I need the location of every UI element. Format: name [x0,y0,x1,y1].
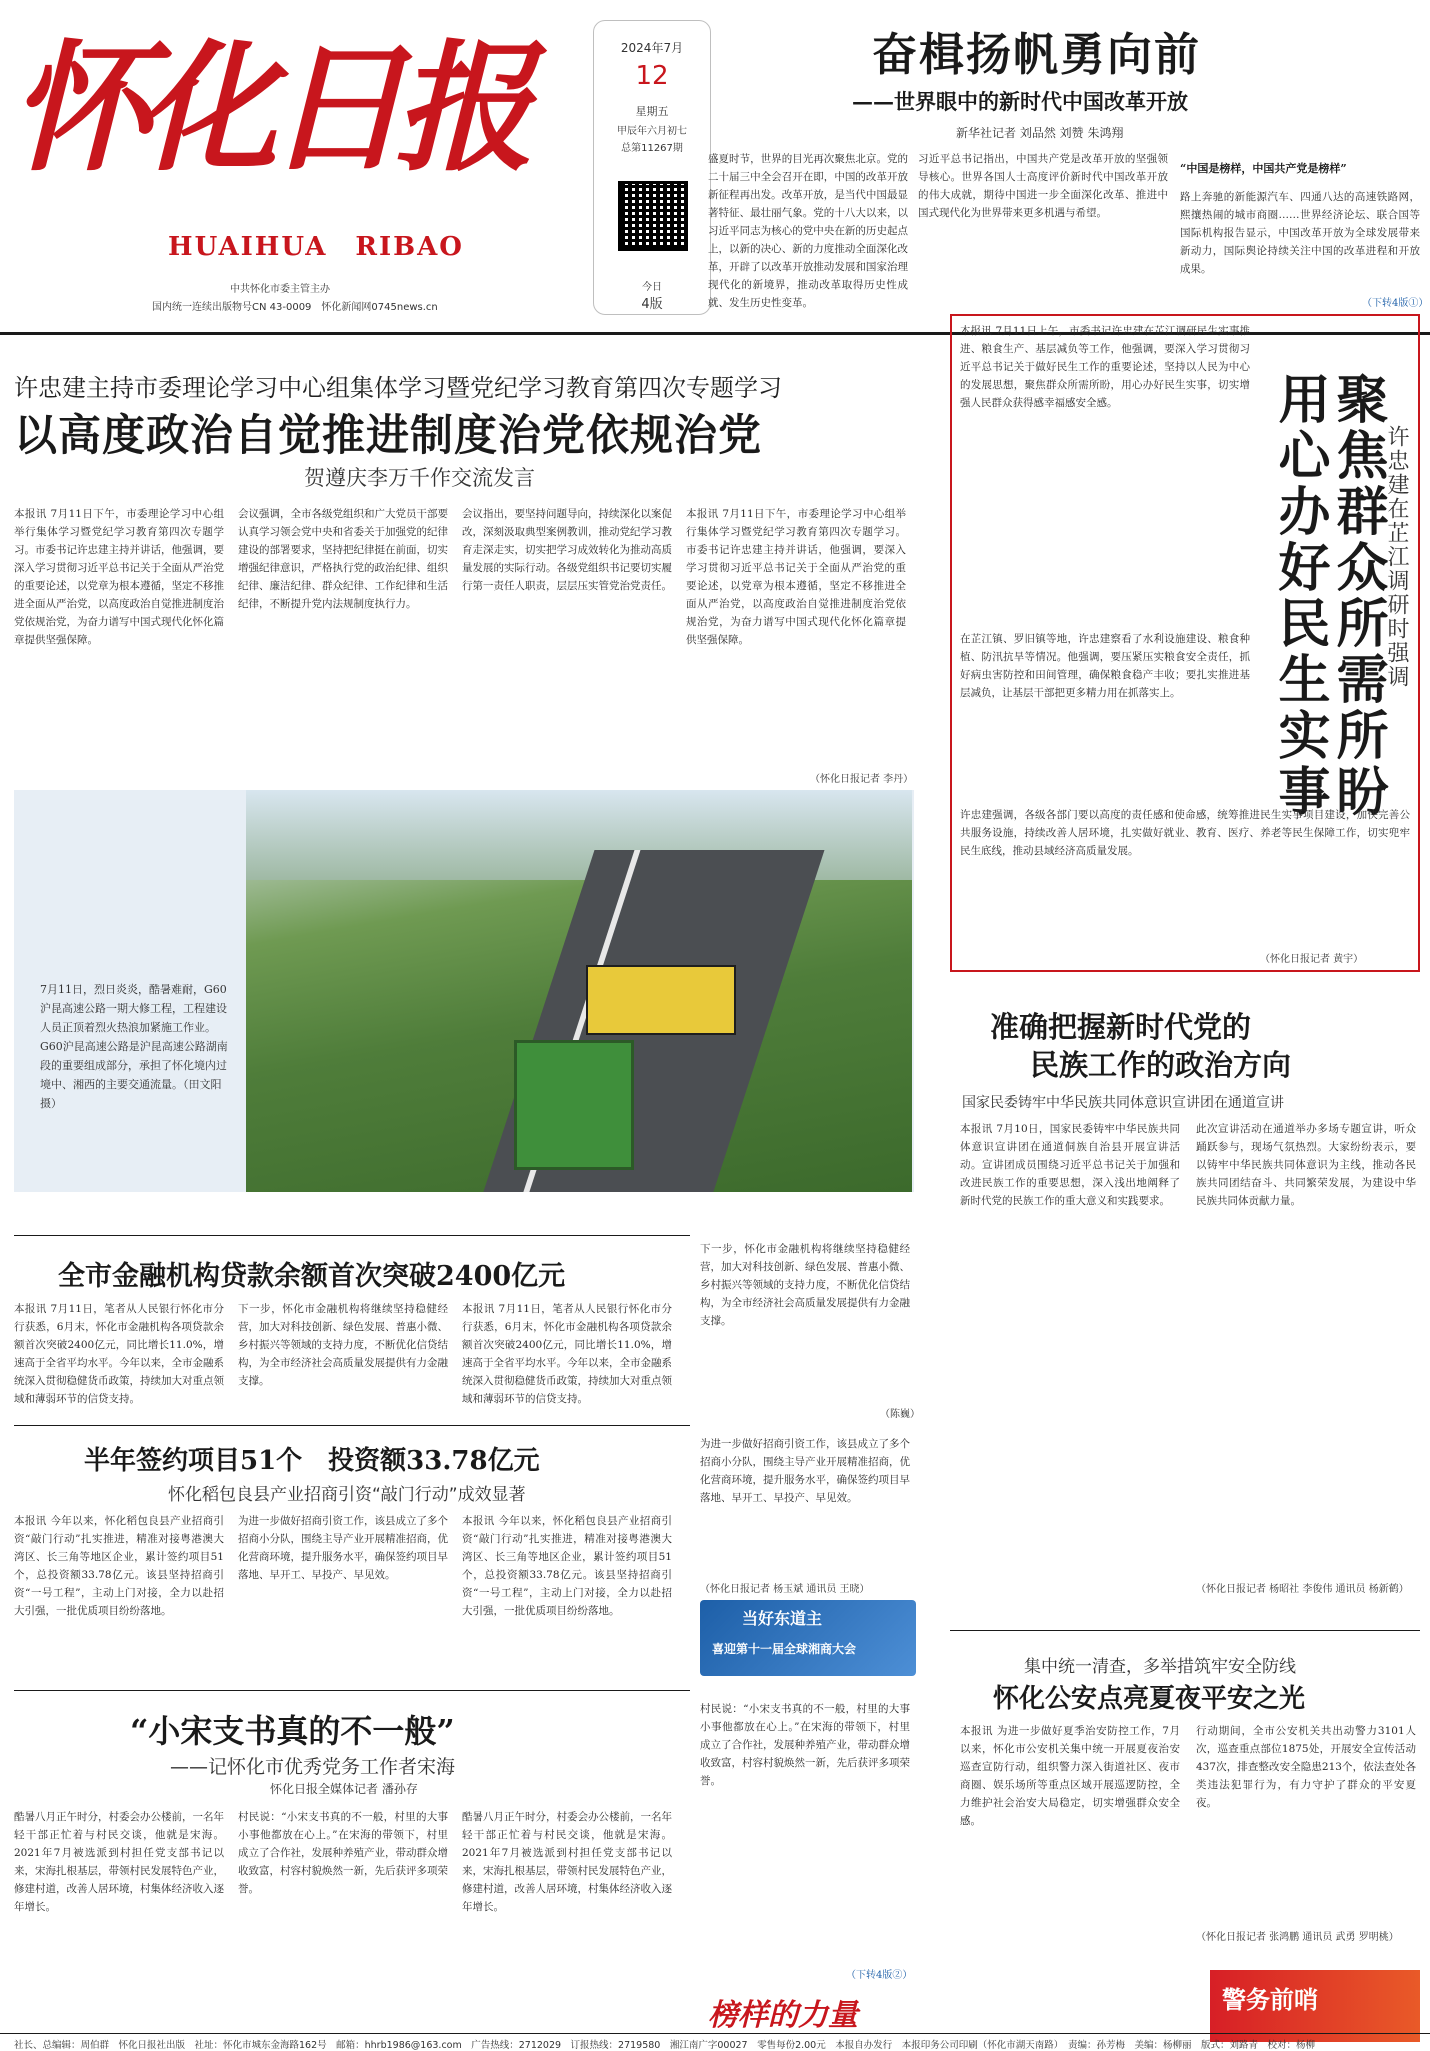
date-lunar: 甲辰年六月初七 [617,126,687,137]
article-body: 本报讯 7月10日，国家民委铸牢中华民族共同体意识宣讲团在通道侗族自治县开展宣讲活动。宣讲团成员围绕习近平总书记关于加强和改进民族工作的重要思想，深入浅出地阐释了新时代党的民族工作的重大意义和实践要求。 [960,1123,1180,1207]
article-body: 本报讯 7月11日下午，市委理论学习中心组举行集体学习暨党纪学习教育第四次专题学习。市委书记许忠建主持并讲话，他强调，要深入学习贯彻习近平总书记关于全面从严治党的重要论述，以党章为根本遵循，坚定不移推进全面从严治党，以高度政治自觉推进制度治党依规治党，为奋力谱写中国式现代化怀化篇章提供坚强保障。 [14,508,224,646]
profile-byline: 怀化日报全媒体记者 潘孙存 [270,1782,418,1796]
jump-link[interactable]: （下转4版①） [1362,298,1429,309]
profile-subhead: ——记怀化市优秀党务工作者宋海 [170,1756,456,1778]
article-body: 本报讯 7月11日上午，市委书记许忠建在芷江调研民生实事推进、粮食生产、基层减负等工作，他强调，要深入学习贯彻习近平总书记关于做好民生工作的重要论述，坚持以人民为中心的发展思想，聚焦群众所需所盼，用心办好民生实事，切实增强人民群众获得感幸福感安全感。 [960,325,1250,409]
finance-credit: （陈巍） [880,1409,920,1420]
article-body: 下一步，怀化市金融机构将继续坚持稳健经营，加大对科技创新、绿色发展、普惠小微、乡村振兴等领域的支持力度，不断优化信贷结构，为全市经济社会高质量发展提供有力金融支撑。 [700,1243,910,1327]
imprint-footer: 社长、总编辑：周伯群 怀化日报社出版 社址：怀化市城东金海路162号 邮箱：hhrb1986@163.com 广告热线：2712029 订报热线：2719580 湘江南广字00027 零售每份2.00元 本报自办发行 本报印务公司印刷（怀化市湖天南路） 责编：孙芳梅 美编：杨柳丽 版式：刘路青 校对：杨柳 [14,2040,1315,2051]
ethnic-credit: （怀化日报记者 杨昭社 李俊伟 通讯员 杨新鹤） [1196,1584,1409,1595]
article-body: 此次宣讲活动在通道举办多场专题宣讲，听众踊跃参与，现场气氛热烈。大家纷纷表示，要以铸牢中华民族共同体意识为主线，推动各民族共同团结奋斗、共同繁荣发展，为建设中华民族共同体贡献力量。 [1196,1123,1416,1207]
lead-credit: （怀化日报记者 李丹） [810,774,914,785]
article-body: 本报讯 今年以来，怀化稻包良县产业招商引资“敲门行动”扎实推进，精准对接粤港澳大湾区、长三角等地区企业，累计签约项目51个，总投资额33.78亿元。该县坚持招商引资“一号工程”，主动上门对接，全力以赴招大引强，一批优质项目纷纷落地。 [462,1515,672,1617]
expo-badge[interactable] [700,1600,916,1676]
article-body: 村民说：“小宋支书真的不一般，村里的大事小事他都放在心上。”在宋海的带领下，村里成立了合作社，发展种养殖产业，带动群众增收致富，村容村貌焕然一新，先后获评多项荣誉。 [700,1703,910,1787]
featured-headline-line2[interactable]: 用心办好民生实事 [1269,372,1330,820]
qr-code-icon[interactable] [618,181,688,251]
lead-subhead: 贺遵庆李万千作交流发言 [304,466,535,490]
masthead-title: 怀化日报 [10,27,523,191]
top-story-byline: 新华社记者 刘品然 刘赞 朱鸿翔 [956,126,1124,140]
masthead-pinyin: HUAIHUA RIBAO [168,232,464,262]
role-model-badge[interactable] [708,1990,908,2038]
article-body: 行动期间，全市公安机关共出动警力3101人次，巡查重点部位1875处，开展安全宣传活动437次，排查整改安全隐患213个，依法查处各类违法犯罪行为，有力守护了群众的平安夏夜。 [1196,1725,1416,1809]
article-body: 酷暑八月正午时分，村委会办公楼前，一名年轻干部正忙着与村民交谈，他就是宋海。2021年7月被选派到村担任党支部书记以来，宋海扎根基层，带领村民发展特色产业，修建村道，改善人居环境，村集体经济收入逐年增长。 [462,1811,672,1913]
footer-rule [0,2033,1430,2034]
featured-credit: （怀化日报记者 黄宇） [1260,954,1364,965]
highway-photo[interactable] [246,790,912,1192]
today-label: 今日 [642,282,662,293]
article-body: 本报讯 7月11日，笔者从人民银行怀化市分行获悉，6月末，怀化市金融机构各项贷款余额首次突破2400亿元，同比增长11.0%，增速高于全省平均水平。今年以来，全市金融系统深入贯彻稳健货币政策，持续加大对重点领域和薄弱环节的信贷支持。 [14,1303,224,1405]
ethnic-headline-line1[interactable]: 准确把握新时代党的 [990,1010,1252,1044]
article-body: 许忠建强调，各级各部门要以高度的责任感和使命感，统筹推进民生实事项目建设，加快完善公共服务设施，持续改善人居环境，扎实做好就业、教育、医疗、养老等民生保障工作，切实兜牢民生底线，推动县域经济高质量发展。 [960,809,1410,857]
article-body: 本报讯 今年以来，怀化稻包良县产业招商引资“敲门行动”扎实推进，精准对接粤港澳大湾区、长三角等地区企业，累计签约项目51个，总投资额33.78亿元。该县坚持招商引资“一号工程”，主动上门对接，全力以赴招大引强，一批优质项目纷纷落地。 [14,1515,224,1617]
expo-badge-line1: 当好东道主 [742,1609,823,1628]
section-divider [950,1630,1420,1631]
top-story-quote: “中国是榜样，中国共产党是榜样” [1180,162,1347,175]
top-story-subhead: ——世界眼中的新时代中国改革开放 [852,89,1188,114]
ethnic-headline-line2[interactable]: 民族工作的政治方向 [1030,1048,1292,1082]
article-body: 会议强调，全市各级党组织和广大党员干部要认真学习领会党中央和省委关于加强党的纪律建设的部署要求，坚持把纪律挺在前面，切实增强纪律意识，严格执行党的政治纪律、组织纪律、廉洁纪律、群众纪律、工作纪律和生活纪律，不断提升党内法规制度执行力。 [238,508,448,610]
issue-number: 总第11267期 [621,143,683,154]
finance-headline[interactable]: 全市金融机构贷款余额首次突破2400亿元 [58,1261,566,1292]
paver-machine [586,965,736,1035]
dump-truck [514,1040,634,1170]
article-body: 习近平总书记指出，中国共产党是改革开放的坚强领导核心。世界各国人士高度评价新时代中国改革开放的伟大成就，期待中国进一步全面深化改革、推进中国式现代化为世界带来更多机遇与希望。 [918,153,1168,219]
article-body: 会议指出，要坚持问题导向，持续深化以案促改，深刻汲取典型案例教训，推动党纪学习教育走深走实，切实把学习成效转化为推动高质量发展的实际行动。各级党组织书记要切实履行第一责任人职责，层层压实管党治党责任。 [462,508,672,592]
police-news-badge[interactable] [1210,1970,1420,2042]
police-credit: （怀化日报记者 张鸿鹏 通讯员 武勇 罗明桃） [1196,1932,1399,1943]
investment-credit: （怀化日报记者 杨玉斌 通讯员 王晓） [700,1584,870,1595]
role-model-title: 榜样的力量 [708,1998,858,2033]
investment-subhead: 怀化稻包良县产业招商引资“敲门行动”成效显著 [168,1485,526,1505]
section-divider [14,1690,690,1691]
profile-headline[interactable]: “小宋支书真的不一般” [130,1712,455,1750]
photo-caption: 7月11日，烈日炎炎，酷暑难耐，G60沪昆高速公路一期大修工程，工程建设人员正顶着烈火热浪加紧施工作业。G60沪昆高速公路是沪昆高速公路湖南段的重要组成部分，承担了怀化境内过境中、湘西的主要交通流量。（田文阳 摄） [40,983,228,1110]
article-body: 村民说：“小宋支书真的不一般，村里的大事小事他都放在心上。”在宋海的带领下，村里成立了合作社，发展种养殖产业，带动群众增收致富，村容村貌焕然一新，先后获评多项荣誉。 [238,1811,448,1895]
article-body: 路上奔驰的新能源汽车、四通八达的高速铁路网，熙攘热闹的城市商圈……世界经济论坛、联合国等国际机构报告显示，中国改革开放为全球发展带来新动力，国际舆论持续关注中国的改革进程和开放成果。 [1180,191,1420,275]
masthead-cn-number: 国内统一连续出版物号CN 43-0009 怀化新闻网0745news.cn [152,302,438,313]
article-body: 在芷江镇、罗旧镇等地，许忠建察看了水利设施建设、粮食种植、防汛抗旱等情况。他强调，要压紧压实粮食安全责任，抓好病虫害防控和田间管理，确保粮食稳产丰收；要扎实推进基层减负，让基层干部把更多精力用在抓落实上。 [960,633,1250,699]
investment-headline[interactable]: 半年签约项目51个 投资额33.78亿元 [84,1446,540,1476]
date-weekday: 星期五 [635,105,669,118]
police-headline[interactable]: 怀化公安点亮夏夜平安之光 [993,1684,1306,1714]
top-story-headline[interactable]: 奋楫扬帆勇向前 [872,28,1202,81]
article-body: 本报讯 为进一步做好夏季治安防控工作，7月以来，怀化市公安机关集中统一开展夏夜治安巡查宣防行动，组织警力深入街道社区、夜市商圈、娱乐场所等重点区域开展巡逻防控，全力维护社会治安大局稳定，切实增强群众安全感。 [960,1725,1180,1827]
date-day: 12 [635,61,669,91]
article-body: 本报讯 7月11日下午，市委理论学习中心组举行集体学习暨党纪学习教育第四次专题学习。市委书记许忠建主持并讲话，他强调，要深入学习贯彻习近平总书记关于全面从严治党的重要论述，以党章为根本遵循，坚定不移推进全面从严治党，以高度政治自觉推进制度治党依规治党，为奋力谱写中国式现代化怀化篇章提供坚强保障。 [686,508,906,646]
article-body: 为进一步做好招商引资工作，该县成立了多个招商小分队，围绕主导产业开展精准招商，优化营商环境，提升服务水平，确保签约项目早落地、早开工、早投产、早见效。 [700,1438,910,1504]
article-body: 下一步，怀化市金融机构将继续坚持稳健经营，加大对科技创新、绿色发展、普惠小微、乡村振兴等领域的支持力度，不断优化信贷结构，为全市经济社会高质量发展提供有力金融支撑。 [238,1303,448,1387]
page-count: 4版 [641,297,663,312]
lead-kicker: 许忠建主持市委理论学习中心组集体学习暨党纪学习教育第四次专题学习 [14,374,782,402]
article-body: 酷暑八月正午时分，村委会办公楼前，一名年轻干部正忙着与村民交谈，他就是宋海。2021年7月被选派到村担任党支部书记以来，宋海扎根基层，带领村民发展特色产业，修建村道，改善人居环境，村集体经济收入逐年增长。 [14,1811,224,1913]
date-year-month: 2024年7月 [620,41,684,55]
police-kicker: 集中统一清查，多举措筑牢安全防线 [1024,1657,1296,1677]
featured-subhead: 许忠建在芷江调研时强调 [1384,425,1409,689]
section-divider [14,1235,690,1236]
section-divider [14,1425,690,1426]
date-box [593,20,711,315]
police-news-title: 警务前哨 [1222,1986,1318,2014]
ethnic-subhead: 国家民委铸牢中华民族共同体意识宣讲团在通道宣讲 [962,1095,1284,1111]
lead-headline[interactable]: 以高度政治自觉推进制度治党依规治党 [14,411,762,461]
article-body: 本报讯 7月11日，笔者从人民银行怀化市分行获悉，6月末，怀化市金融机构各项贷款余额首次突破2400亿元，同比增长11.0%，增速高于全省平均水平。今年以来，全市金融系统深入贯彻稳健货币政策，持续加大对重点领域和薄弱环节的信贷支持。 [462,1303,672,1405]
expo-badge-line2: 喜迎第十一届全球湘商大会 [712,1642,857,1656]
article-body: 盛夏时节，世界的目光再次聚焦北京。党的二十届三中全会召开在即，中国的改革开放新征程再出发。改革开放，是当代中国最显著特征、最壮丽气象。党的十八大以来，以习近平同志为核心的党中央在新的历史起点上，以新的决心、新的力度推动全面深化改革，开辟了以改革开放推动发展和国家治理现代化的新境界，推动改革取得历史性成就、发生历史性变革。 [708,153,908,309]
jump-link[interactable]: （下转4版②） [846,1970,913,1981]
featured-headline-line1[interactable]: 聚焦群众所需所盼 [1327,372,1388,820]
masthead-sponsor: 中共怀化市委主管主办 [230,284,330,295]
article-body: 为进一步做好招商引资工作，该县成立了多个招商小分队，围绕主导产业开展精准招商，优化营商环境，提升服务水平，确保签约项目早落地、早开工、早投产、早见效。 [238,1515,448,1581]
